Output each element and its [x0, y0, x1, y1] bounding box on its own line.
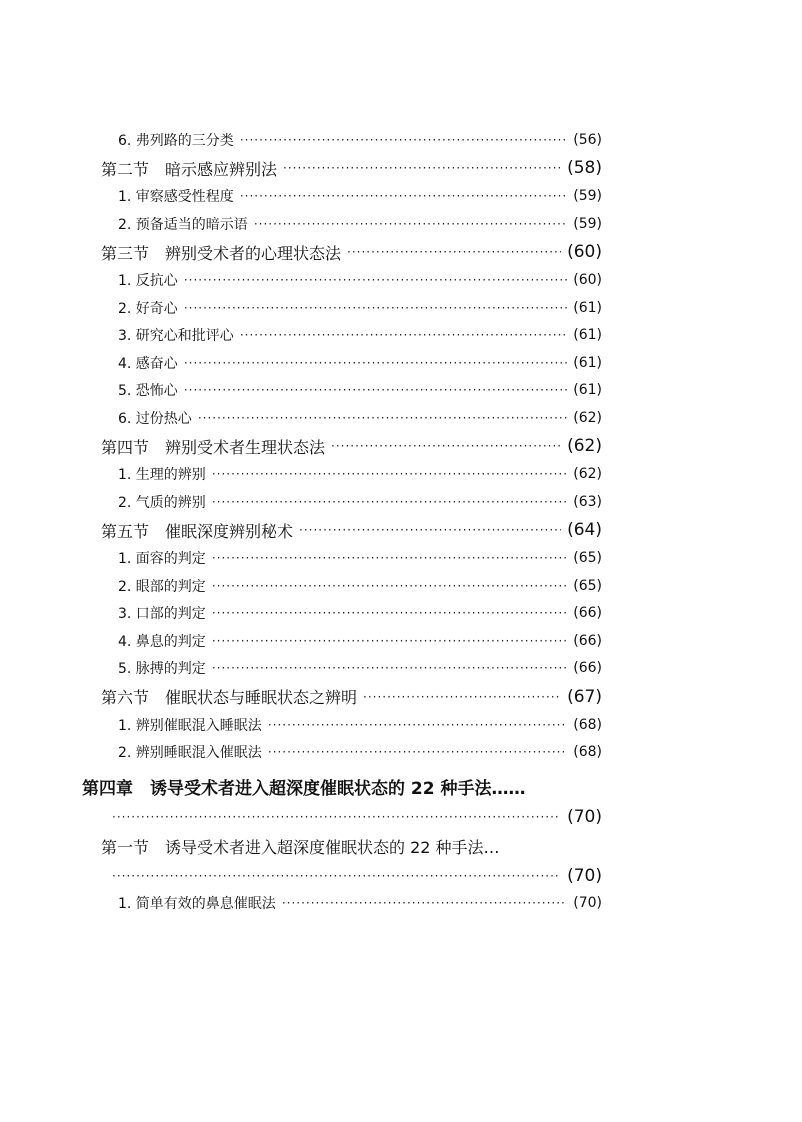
toc-page-number: (59) [573, 215, 602, 232]
toc-section-label: 第一节 诱导受术者进入超深度催眠状态的 22 种手法… [101, 837, 500, 857]
toc-item-label: 6. 弗列路的三分类 [118, 132, 234, 149]
toc-page-number: (66) [573, 632, 602, 649]
dot-leader [184, 302, 567, 314]
toc-section [0, 516, 802, 545]
toc-page-number: (58) [567, 158, 602, 178]
toc-item-label: 1. 反抗心 [118, 273, 178, 290]
toc-item-label: 2. 好奇心 [118, 300, 178, 317]
toc-item-label: 2. 眼部的判定 [118, 578, 206, 595]
toc-item-label: 6. 过份热心 [118, 410, 192, 427]
toc-section-continuation [0, 862, 802, 889]
toc-section-label: 第二节 暗示感应辨别法 [101, 159, 278, 179]
toc-page-number: (61) [573, 382, 602, 399]
dot-leader [112, 811, 561, 823]
dot-leader [240, 190, 567, 202]
toc-page-number: (63) [573, 493, 602, 510]
toc-item [0, 377, 802, 405]
toc-page-number: (61) [573, 299, 602, 316]
toc-section [0, 238, 802, 267]
dot-leader [268, 746, 567, 758]
toc-chapter-continuation [0, 803, 802, 830]
toc-section [0, 432, 802, 461]
toc-item [0, 545, 802, 573]
toc-chapter-heading [0, 770, 802, 803]
toc-item-label: 4. 感奋心 [118, 355, 178, 372]
toc-item [0, 627, 802, 655]
dot-leader [283, 162, 561, 174]
toc-item-label: 2. 预备适当的暗示语 [118, 216, 248, 233]
dot-leader [184, 274, 567, 286]
toc-page-number: (61) [573, 327, 602, 344]
toc-page-number: (62) [567, 436, 602, 456]
toc-item-label: 3. 口部的判定 [118, 606, 206, 623]
toc-item [0, 461, 802, 489]
toc-section-label: 第三节 辨别受术者的心理状态法 [101, 243, 342, 263]
toc-item [0, 600, 802, 628]
toc-page-number: (68) [573, 716, 602, 733]
toc-item [0, 322, 802, 350]
table-of-contents [0, 126, 802, 917]
toc-item-label: 5. 恐怖心 [118, 383, 178, 400]
toc-item [0, 404, 802, 432]
toc-section-label: 第四节 辨别受术者生理状态法 [101, 437, 326, 457]
dot-leader [212, 468, 567, 480]
toc-page-number: (66) [573, 660, 602, 677]
dot-leader [198, 412, 567, 424]
toc-section [0, 682, 802, 711]
toc-item [0, 572, 802, 600]
toc-page-number: (70) [573, 894, 602, 911]
toc-item [0, 294, 802, 322]
dot-leader [299, 524, 561, 536]
toc-item-label: 4. 鼻息的判定 [118, 633, 206, 650]
dot-leader [212, 635, 567, 647]
toc-page-number: (65) [573, 550, 602, 567]
toc-item-label: 1. 生理的辨别 [118, 467, 206, 484]
dot-leader [331, 440, 561, 452]
toc-item [0, 739, 802, 767]
toc-item [0, 889, 802, 917]
toc-item-label: 5. 脉搏的判定 [118, 661, 206, 678]
toc-item [0, 488, 802, 516]
toc-page-number: (59) [573, 188, 602, 205]
toc-page-number: (60) [573, 272, 602, 289]
toc-page-number: (62) [573, 409, 602, 426]
dot-leader [240, 329, 567, 341]
toc-page-number: (67) [567, 686, 602, 707]
toc-item-label: 3. 研究心和批评心 [118, 328, 234, 345]
toc-chapter-label: 第四章 诱导受术者进入超深度催眠状态的 22 种手法…… [82, 779, 526, 799]
dot-leader [184, 357, 567, 369]
toc-section [0, 830, 802, 862]
toc-page-number: (64) [567, 520, 602, 540]
dot-leader [282, 897, 567, 909]
toc-section-label: 第六节 催眠状态与睡眠状态之辨明 [101, 688, 358, 707]
toc-page-number: (66) [573, 605, 602, 622]
toc-page-number: (65) [573, 577, 602, 594]
dot-leader [212, 580, 567, 592]
dot-leader [212, 607, 567, 619]
dot-leader [254, 218, 567, 230]
toc-item [0, 267, 802, 295]
toc-item [0, 349, 802, 377]
dot-leader [184, 384, 567, 396]
toc-item-label: 1. 面容的判定 [118, 551, 206, 568]
toc-page-number: (60) [567, 242, 602, 262]
dot-leader [212, 552, 567, 564]
dot-leader [268, 719, 567, 731]
toc-item [0, 711, 802, 739]
dot-leader [363, 691, 561, 703]
toc-item [0, 210, 802, 238]
toc-item [0, 655, 802, 683]
toc-item-label: 2. 辨别睡眠混入催眠法 [118, 745, 262, 762]
toc-page-number: (56) [573, 131, 602, 148]
toc-page-number: (70) [567, 806, 602, 827]
dot-leader [212, 662, 567, 674]
toc-page-number: (61) [573, 354, 602, 371]
toc-item [0, 183, 802, 211]
toc-item-label: 1. 审察感受性程度 [118, 189, 234, 206]
toc-page-number: (62) [573, 466, 602, 483]
dot-leader [240, 134, 567, 146]
dot-leader [347, 246, 561, 258]
toc-page-number: (70) [567, 865, 602, 886]
toc-item [0, 126, 802, 154]
toc-item-label: 2. 气质的辨别 [118, 494, 206, 511]
dot-leader [112, 870, 561, 882]
toc-page-number: (68) [573, 744, 602, 761]
toc-item-label: 1. 辨别催眠混入睡眠法 [118, 717, 262, 734]
toc-item-label: 1. 简单有效的鼻息催眠法 [118, 895, 276, 912]
dot-leader [212, 496, 567, 508]
toc-section-label: 第五节 催眠深度辨别秘术 [101, 521, 294, 541]
toc-section [0, 154, 802, 183]
